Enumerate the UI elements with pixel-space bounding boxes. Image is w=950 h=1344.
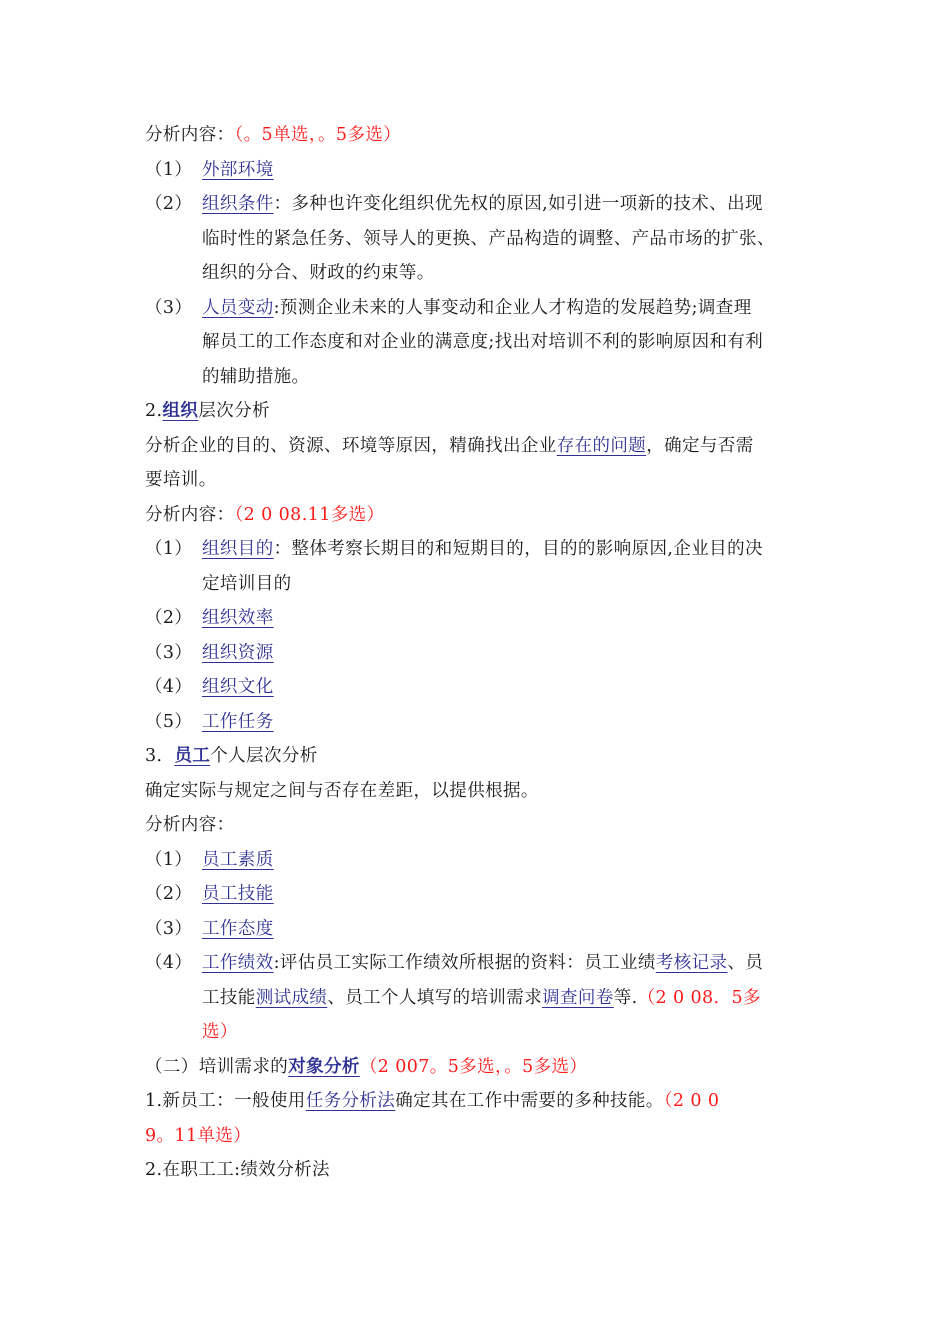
list-item [145, 877, 825, 912]
text: :预测企业未来的人事变动和企业人才构造的发展趋势;调查理 [273, 297, 752, 318]
paragraph [145, 429, 825, 464]
list-item [145, 532, 825, 601]
term-link[interactable]: 测试成绩 [255, 987, 328, 1008]
term-link[interactable]: 组织资源 [202, 642, 274, 663]
label: 分析内容： [145, 815, 235, 835]
term-link[interactable]: 组织目的 [202, 539, 274, 559]
item-number: （2） [145, 194, 193, 214]
text: 定培训目的 [202, 573, 292, 594]
paragraph: 2.在职工工:绩效分析法 [145, 1160, 330, 1180]
paragraph [145, 118, 825, 153]
exam-note: （2 007。5多选，。5多选） [359, 1056, 588, 1077]
text: 1.新员工：一般使用 [145, 1091, 306, 1111]
list-item [145, 670, 825, 705]
text: 的辅助措施。 [202, 366, 310, 387]
text: 组织的分合、财政的约束等。 [202, 263, 435, 283]
text: ，确定与否需 [646, 435, 754, 456]
term-link[interactable]: 员工素质 [202, 849, 274, 870]
text: 确定其在工作中需要的多种技能。 [395, 1091, 664, 1111]
item-number: （3） [145, 297, 193, 318]
section-heading [145, 739, 825, 774]
item-number: （4） [145, 953, 193, 973]
paragraph: 要培训。 [145, 470, 217, 490]
term-link[interactable]: 组织文化 [202, 677, 274, 697]
term-link[interactable]: 员工 [174, 746, 211, 766]
text: 、员工个人填写的培训需求 [327, 987, 543, 1008]
term-link[interactable]: 存在的问题 [556, 435, 647, 456]
text: ：整体考察长期目的和短期目的，目的的影响原因,企业目的决 [273, 539, 763, 559]
exam-note: （2 0 08．5多 [637, 987, 761, 1008]
list-item [145, 636, 825, 671]
term-link[interactable]: 组织 [162, 401, 199, 421]
text: 等. [613, 987, 638, 1008]
term-link[interactable]: 调查问卷 [542, 987, 614, 1008]
section-heading [145, 394, 825, 429]
exam-note: （2 0 0 [663, 1091, 720, 1111]
heading-text: （二）培训需求的 [145, 1056, 289, 1077]
paragraph: 确定实际与规定之间与否存在差距，以提供根据。 [145, 780, 539, 801]
list-item [145, 912, 825, 947]
item-number: （1） [145, 849, 193, 870]
text: ：多种也许变化组织优先权的原因,如引进一项新的技术、出现 [273, 194, 763, 214]
term-link[interactable]: 考核记录 [655, 953, 728, 973]
document-body [145, 118, 825, 1188]
list-item [145, 291, 825, 395]
text: :评估员工实际工作绩效所根据的资料：员工业绩 [273, 953, 656, 973]
term-link[interactable]: 人员变动 [202, 297, 274, 318]
text: 、员 [727, 953, 764, 973]
term-link[interactable]: 组织条件 [202, 194, 274, 214]
text: 临时性的紧急任务、领导人的更换、产品构造的调整、产品市场的扩张、 [202, 228, 775, 249]
exam-note: 9。11单选） [145, 1125, 252, 1146]
text: 解员工的工作态度和对企业的满意度;找出对培训不利的影响原因和有利 [202, 332, 764, 352]
list-item [145, 705, 825, 740]
term-link[interactable]: 员工技能 [202, 884, 274, 904]
term-link[interactable]: 任务分析法 [305, 1091, 396, 1111]
term-link[interactable]: 组织效率 [202, 608, 274, 628]
text: 工技能 [202, 987, 256, 1008]
list-item [145, 153, 825, 188]
item-number: （5） [145, 711, 193, 732]
exam-note: 选） [202, 1022, 238, 1042]
heading-number: 2. [145, 401, 163, 421]
item-number: （2） [145, 884, 193, 904]
list-item [145, 187, 825, 291]
term-link[interactable]: 外部环境 [202, 159, 274, 180]
item-number: （3） [145, 642, 193, 663]
item-number: （4） [145, 677, 193, 697]
paragraph [145, 1084, 825, 1119]
heading-text: 层次分析 [198, 401, 270, 421]
item-number: （3） [145, 918, 193, 939]
list-item [145, 601, 825, 636]
list-item [145, 946, 825, 1050]
label: 分析内容： [145, 504, 235, 525]
exam-note: （2 0 08.11多选） [234, 504, 385, 525]
list-item [145, 843, 825, 878]
term-link[interactable]: 工作态度 [202, 918, 274, 939]
heading-number: 3． [145, 746, 175, 766]
paragraph [145, 498, 825, 533]
item-number: （1） [145, 159, 193, 180]
text: 分析企业的目的、资源、环境等原因，精确找出企业 [145, 435, 557, 456]
section-heading [145, 1050, 825, 1085]
term-link[interactable]: 工作绩效 [202, 953, 274, 973]
item-number: （2） [145, 608, 193, 628]
exam-note: （。5单选，。5多选） [234, 125, 402, 145]
term-link[interactable]: 工作任务 [202, 711, 274, 732]
item-number: （1） [145, 539, 193, 559]
heading-text: 个人层次分析 [210, 746, 318, 766]
label: 分析内容： [145, 125, 235, 145]
term-link[interactable]: 对象分析 [288, 1056, 360, 1077]
